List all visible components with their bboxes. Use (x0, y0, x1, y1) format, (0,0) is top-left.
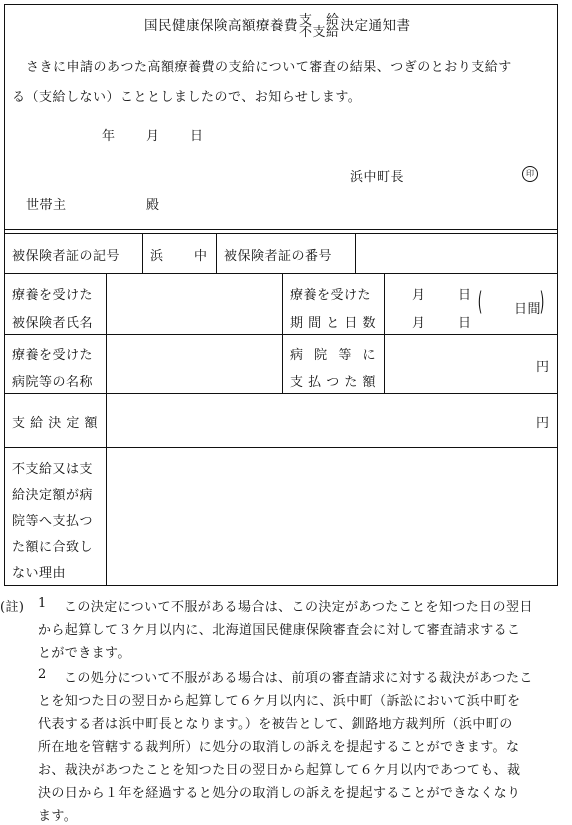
date-day: 日 (190, 129, 204, 144)
decision-amount-yen: 円 (536, 416, 550, 431)
reason-label-line-4: た額に合致し (12, 540, 94, 555)
note-1-line-2: から起算して３ケ月以内に、北海道国民健康保険審査会に対して審査請求するこ (38, 623, 521, 638)
period-end-day: 日 (458, 316, 472, 331)
note-2-line-3: 代表する者は浜中町長となります。）を被告として、釧路地方裁判所（浜中町の (38, 717, 513, 732)
title-stack-bottom: 不支給 (299, 24, 340, 40)
intro-line-1: さきに申請のあつた高額療養費の支給について審査の結果、つぎのとおり支給す (26, 60, 512, 75)
row-divider-2 (4, 334, 558, 335)
row1-vline-2 (216, 233, 217, 273)
intro-line-2: る（支給しない）こととしましたので、お知らせします。 (12, 90, 362, 105)
note-2-line-1: この処分について不服がある場合は、前項の審査請求に対する裁決があつたこ (64, 671, 533, 686)
table-top-border-2 (4, 233, 558, 234)
note-1-line-1: この決定について不服がある場合は、この決定があつたことを知つた日の翌日 (64, 600, 533, 615)
recipient-label: 世帯主 (26, 198, 67, 213)
patient-name-label-line-2: 被保険者氏名 (12, 316, 94, 331)
note-2-number: 2 (38, 667, 47, 682)
paren-open: ( (477, 287, 483, 317)
insured-card-number-label: 被保険者証の番号 (224, 249, 333, 264)
hospital-label-line-1: 療養を受けた (12, 348, 94, 363)
insured-card-symbol-label: 被保険者証の記号 (12, 249, 121, 264)
recipient-honorific: 殿 (146, 198, 160, 213)
insured-card-symbol-value-2: 中 (194, 249, 208, 264)
row-divider-4 (4, 447, 558, 448)
reason-label-line-3: 院等へ支払つ (12, 514, 94, 529)
reason-label-line-1: 不支給又は支 (12, 462, 94, 477)
note-1-number: 1 (38, 596, 47, 611)
table-top-border-1 (4, 229, 558, 230)
issuer-name: 浜中町長 (350, 170, 405, 185)
notes-prefix: (註) (0, 600, 25, 615)
seal-mark: 印 (522, 166, 538, 182)
period-end-month: 月 (412, 316, 426, 331)
date-year: 年 (102, 129, 116, 144)
paid-amount-yen: 円 (536, 360, 550, 375)
period-start-day: 日 (458, 288, 472, 303)
document-title (144, 14, 411, 39)
note-2-line-7: ます。 (38, 809, 78, 824)
row1-vline-3 (355, 233, 356, 273)
period-label-line-1: 療養を受けた (290, 288, 372, 303)
title-suffix: 決定通知書 (340, 18, 411, 34)
paren-close: ) (539, 287, 545, 317)
patient-name-label-line-1: 療養を受けた (12, 288, 94, 303)
title-stack (299, 12, 340, 40)
decision-amount-label: 支給決定額 (12, 416, 98, 431)
note-2-line-2: とを知つた日の翌日から起算して６ケ月以内に、浜中町（訴訟において浜中町を (38, 694, 521, 709)
reason-label-line-5: ない理由 (12, 566, 67, 581)
title-stack-top: 支 給 (299, 12, 340, 28)
period-label-line-2: 期間と日数 (290, 316, 376, 331)
hospital-label-line-2: 病院等の名称 (12, 375, 94, 390)
row1-vline-1 (142, 233, 143, 273)
paid-label-line-1: 病院等に (290, 348, 376, 363)
row-divider-3 (4, 393, 558, 394)
period-start-month: 月 (412, 288, 426, 303)
reason-label-line-2: 給決定額が病 (12, 488, 94, 503)
rows23-vline-1 (282, 273, 283, 393)
title-prefix: 国民健康保険高額療養費 (144, 18, 298, 34)
insured-card-symbol-value-1: 浜 (150, 249, 164, 264)
rows23-vline-2 (384, 273, 385, 393)
date-month: 月 (146, 129, 160, 144)
row-divider-1 (4, 273, 558, 274)
period-days: 日間 (514, 302, 542, 317)
note-2-line-6: 決の日から１年を経過すると処分の取消しの訴えを提起することができなくなり (38, 786, 521, 801)
note-2-line-5: お、裁決があつたことを知つた日の翌日から起算して６ケ月以内であつても、裁 (38, 763, 521, 778)
label-column-divider (106, 273, 107, 586)
paid-label-line-2: 支払つた額 (290, 375, 376, 390)
note-1-line-3: とができます。 (38, 646, 131, 661)
note-2-line-4: 所在地を管轄する裁判所）に処分の取消しの訴えを提起することができます。な (38, 740, 520, 755)
